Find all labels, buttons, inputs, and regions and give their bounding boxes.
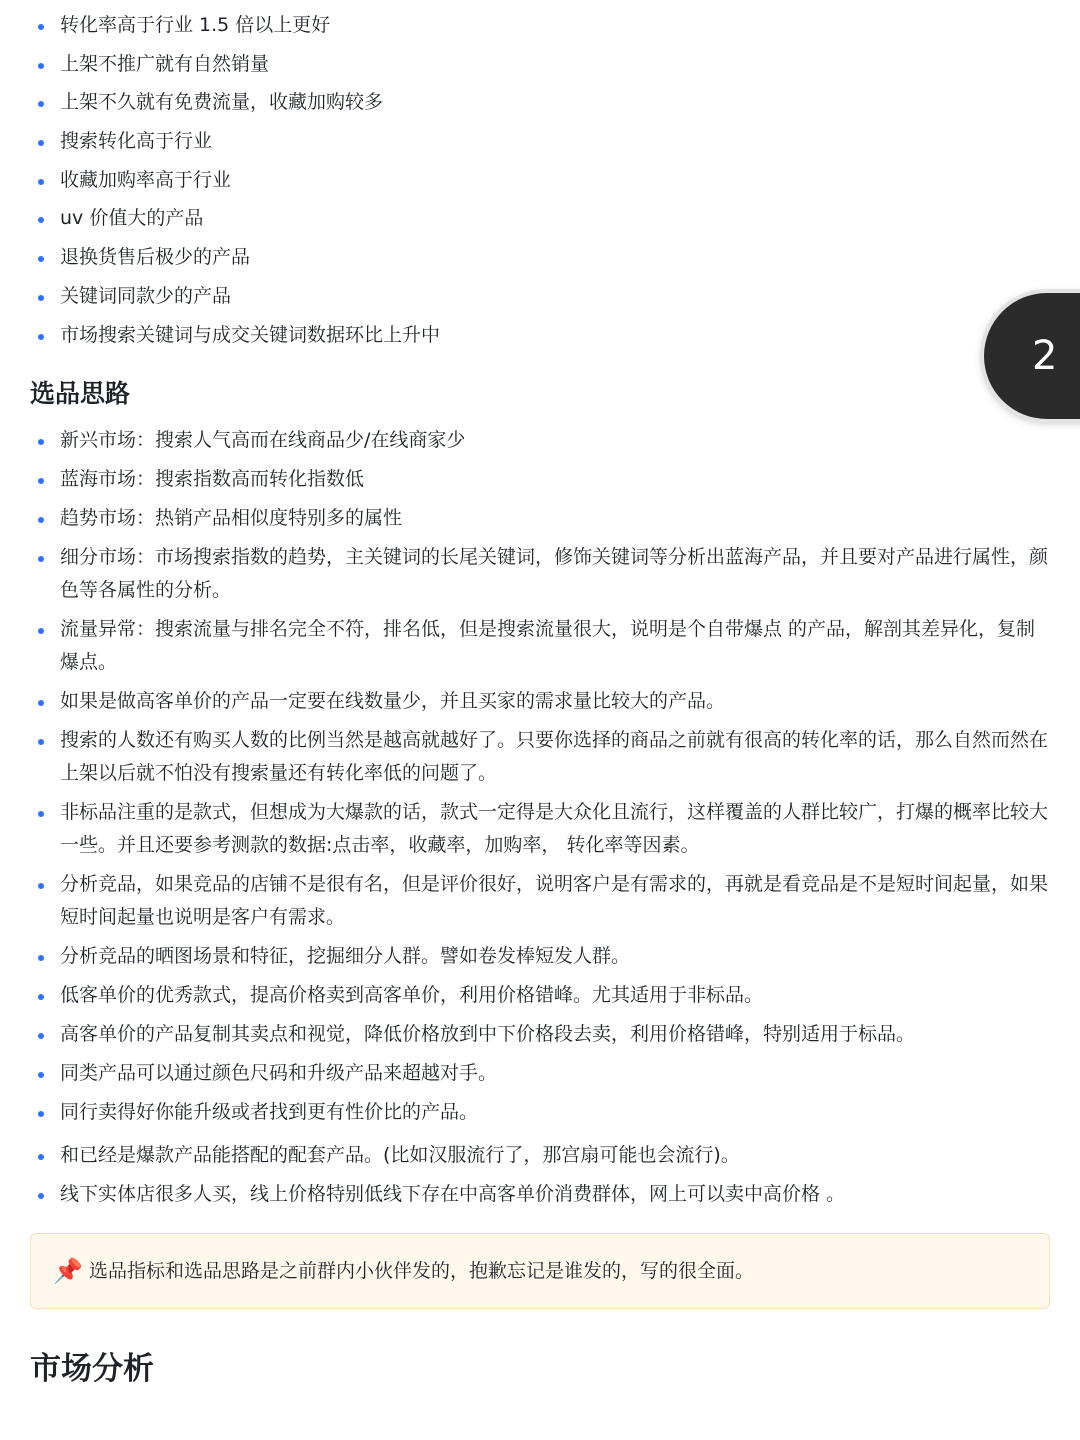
list-item: 上架不推广就有自然销量 xyxy=(30,48,1050,81)
page-number: 2 xyxy=(1032,333,1058,379)
document-content xyxy=(30,0,1050,1391)
list-item: 关键词同款少的产品 xyxy=(30,280,1050,313)
pushpin-icon: 📌 xyxy=(53,1256,83,1285)
list-item: 新兴市场：搜索人气高而在线商品少/在线商家少 xyxy=(30,424,1050,457)
list-item: 高客单价的产品复制其卖点和视觉，降低价格放到中下价格段去卖，利用价格错峰，特别适用于标品。 xyxy=(30,1018,1050,1051)
list-item: 线下实体店很多人买，线上价格特别低线下存在中高客单价消费群体，网上可以卖中高价格 。 xyxy=(30,1178,1050,1211)
list-item: 搜索转化高于行业 xyxy=(30,125,1050,158)
list-item: 趋势市场：热销产品相似度特别多的属性 xyxy=(30,502,1050,535)
list-item: 和已经是爆款产品能搭配的配套产品。(比如汉服流行了，那宫扇可能也会流行)。 xyxy=(30,1139,1050,1172)
ideas-list xyxy=(30,424,1050,1211)
list-item: 市场搜索关键词与成交关键词数据环比上升中 xyxy=(30,319,1050,352)
list-item: 流量异常：搜索流量与排名完全不符，排名低，但是搜索流量很大，说明是个自带爆点 的产品，解剖其差异化，复制爆点。 xyxy=(30,613,1050,679)
section-heading-market: 市场分析 xyxy=(30,1350,154,1387)
section-heading-ideas: 选品思路 xyxy=(30,378,131,408)
list-item: 分析竞品的晒图场景和特征，挖掘细分人群。譬如卷发棒短发人群。 xyxy=(30,940,1050,973)
list-item: 转化率高于行业 1.5 倍以上更好 xyxy=(30,9,1050,42)
callout-note xyxy=(30,1233,1050,1309)
list-item: 同行卖得好你能升级或者找到更有性价比的产品。 xyxy=(30,1096,1050,1129)
list-item: 蓝海市场：搜索指数高而转化指数低 xyxy=(30,463,1050,496)
list-item: 如果是做高客单价的产品一定要在线数量少，并且买家的需求量比较大的产品。 xyxy=(30,685,1050,718)
list-item: 上架不久就有免费流量，收藏加购较多 xyxy=(30,86,1050,119)
list-item: 非标品注重的是款式，但想成为大爆款的话，款式一定得是大众化且流行，这样覆盖的人群比较广，打爆的概率比较大一些。并且还要参考测款的数据:点击率，收藏率，加购率， 转化率等因素。 xyxy=(30,796,1050,862)
list-item: 细分市场：市场搜索指数的趋势，主关键词的长尾关键词，修饰关键词等分析出蓝海产品，并且要对产品进行属性，颜色等各属性的分析。 xyxy=(30,541,1050,607)
callout-text: 选品指标和选品思路是之前群内小伙伴发的，抱歉忘记是谁发的，写的很全面。 xyxy=(89,1259,755,1282)
list-item: 搜索的人数还有购买人数的比例当然是越高就越好了。只要你选择的商品之前就有很高的转化率的话，那么自然而然在上架以后就不怕没有搜索量还有转化率低的问题了。 xyxy=(30,724,1050,790)
list-item: 退换货售后极少的产品 xyxy=(30,241,1050,274)
list-item: 收藏加购率高于行业 xyxy=(30,164,1050,197)
metrics-list xyxy=(30,0,1050,352)
list-item: 低客单价的优秀款式，提高价格卖到高客单价，利用价格错峰。尤其适用于非标品。 xyxy=(30,979,1050,1012)
list-item: uv 价值大的产品 xyxy=(30,202,1050,235)
list-item: 同类产品可以通过颜色尺码和升级产品来超越对手。 xyxy=(30,1057,1050,1090)
list-item: 分析竞品，如果竞品的店铺不是很有名，但是评价很好，说明客户是有需求的，再就是看竞品是不是短时间起量，如果短时间起量也说明是客户有需求。 xyxy=(30,868,1050,934)
